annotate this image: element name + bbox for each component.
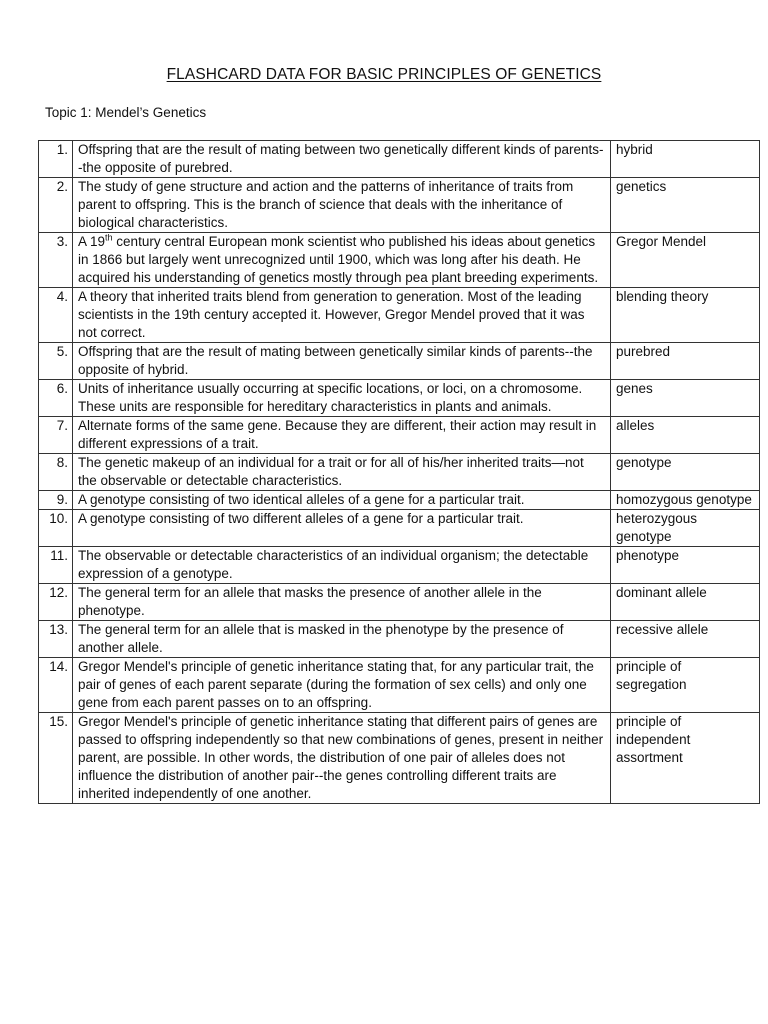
table-row <box>39 510 760 547</box>
row-term: blending theory <box>611 288 760 343</box>
row-number: 1. <box>39 141 73 178</box>
row-definition <box>73 233 611 288</box>
row-term: genes <box>611 380 760 417</box>
row-term: genotype <box>611 454 760 491</box>
table-row <box>39 233 760 288</box>
row-term: principle of independent assortment <box>611 713 760 804</box>
row-term: genetics <box>611 178 760 233</box>
row-definition: Gregor Mendel's principle of genetic inheritance stating that different pairs of genes are passed to offspring independently so that new combinations of genes, present in neither parent, are possible. In other words, the distribution of one pair of alleles does not influence the distribution of another pair--the genes controlling different traits are inherited independently of one another. <box>73 713 611 804</box>
row-term: recessive allele <box>611 621 760 658</box>
row-definition: Offspring that are the result of mating between two genetically different kinds of parents--the opposite of purebred. <box>73 141 611 178</box>
row-term: phenotype <box>611 547 760 584</box>
table-row <box>39 454 760 491</box>
row-term: principle of segregation <box>611 658 760 713</box>
row-definition: A theory that inherited traits blend from generation to generation. Most of the leading scientists in the 19th century accepted it. However, Gregor Mendel proved that it was not correct. <box>73 288 611 343</box>
row-term: heterozygous genotype <box>611 510 760 547</box>
row-definition: The general term for an allele that is masked in the phenotype by the presence of another allele. <box>73 621 611 658</box>
row-term: homozygous genotype <box>611 491 760 510</box>
row-number: 2. <box>39 178 73 233</box>
table-row <box>39 621 760 658</box>
definition-text: century central European monk scientist who published his ideas about genetics in 1866 but largely went unrecognized until 1900, which was long after his death. He acquired his understanding of genetics mostly through pea plant breeding experiments. <box>78 234 599 285</box>
row-definition: The observable or detectable characteristics of an individual organism; the detectable expression of a genotype. <box>73 547 611 584</box>
row-number: 4. <box>39 288 73 343</box>
flashcard-table <box>38 140 760 804</box>
table-row <box>39 491 760 510</box>
table-row <box>39 141 760 178</box>
table-row <box>39 658 760 713</box>
table-row <box>39 380 760 417</box>
row-definition: Alternate forms of the same gene. Because they are different, their action may result in different expressions of a trait. <box>73 417 611 454</box>
row-number: 9. <box>39 491 73 510</box>
row-number: 10. <box>39 510 73 547</box>
row-number: 13. <box>39 621 73 658</box>
row-number: 11. <box>39 547 73 584</box>
row-definition: The genetic makeup of an individual for a trait or for all of his/her inherited traits—not the observable or detectable characteristics. <box>73 454 611 491</box>
table-row <box>39 713 760 804</box>
row-definition: The general term for an allele that masks the presence of another allele in the phenotype. <box>73 584 611 621</box>
row-term: dominant allele <box>611 584 760 621</box>
row-number: 15. <box>39 713 73 804</box>
row-definition: A genotype consisting of two identical alleles of a gene for a particular trait. <box>73 491 611 510</box>
row-definition: Units of inheritance usually occurring at specific locations, or loci, on a chromosome. These units are responsible for hereditary characteristics in plants and animals. <box>73 380 611 417</box>
row-definition: Offspring that are the result of mating between genetically similar kinds of parents--the opposite of hybrid. <box>73 343 611 380</box>
row-number: 6. <box>39 380 73 417</box>
table-row <box>39 584 760 621</box>
row-term: purebred <box>611 343 760 380</box>
table-row <box>39 178 760 233</box>
row-term: hybrid <box>611 141 760 178</box>
row-definition: Gregor Mendel's principle of genetic inheritance stating that, for any particular trait, the pair of genes of each parent separate (during the formation of sex cells) and only one gene from each parent passes on to an offspring. <box>73 658 611 713</box>
page-title: FLASHCARD DATA FOR BASIC PRINCIPLES OF GENETICS <box>166 66 602 83</box>
row-number: 3. <box>39 233 73 288</box>
row-number: 7. <box>39 417 73 454</box>
row-term: alleles <box>611 417 760 454</box>
row-number: 8. <box>39 454 73 491</box>
topic-heading: Topic 1: Mendel’s Genetics <box>45 105 207 120</box>
table-row <box>39 417 760 454</box>
row-term: Gregor Mendel <box>611 233 760 288</box>
table-row <box>39 547 760 584</box>
row-number: 12. <box>39 584 73 621</box>
row-definition: The study of gene structure and action and the patterns of inheritance of traits from parent to offspring. This is the branch of science that deals with the inheritance of biological characteristics. <box>73 178 611 233</box>
definition-text: A 19 <box>78 234 106 249</box>
table-row <box>39 288 760 343</box>
ordinal-superscript: th <box>105 232 113 243</box>
row-definition: A genotype consisting of two different alleles of a gene for a particular trait. <box>73 510 611 547</box>
row-number: 5. <box>39 343 73 380</box>
row-number: 14. <box>39 658 73 713</box>
table-row <box>39 343 760 380</box>
